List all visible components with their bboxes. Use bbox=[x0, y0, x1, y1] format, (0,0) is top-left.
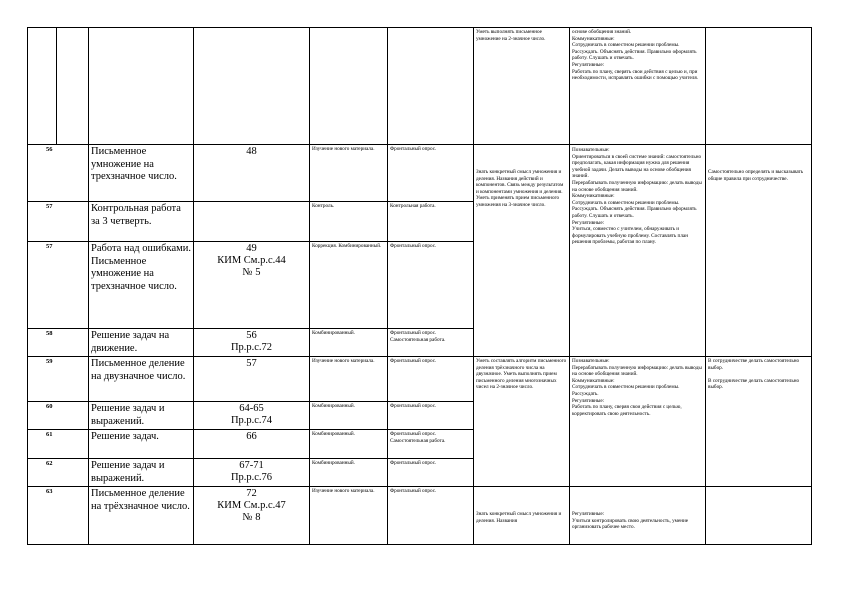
control-type: Фронтальный опрос. bbox=[388, 402, 474, 430]
lesson-number: 61 bbox=[28, 430, 89, 459]
control-type: Фронтальный опрос. bbox=[388, 145, 474, 202]
textbook-pages bbox=[194, 28, 310, 145]
lesson-number: 62 bbox=[28, 459, 89, 487]
lesson-topic: Контрольная работа за 3 четверть. bbox=[89, 202, 194, 242]
control-type: Фронтальный опрос. bbox=[388, 459, 474, 487]
lesson-type: Комбинированный. bbox=[310, 430, 388, 459]
skills-cell: Уметь выполнять письменное умножение на 2-значное число. bbox=[474, 28, 570, 145]
skills-cell: Уметь составлять алгоритм письменного деления трёхзначного числа на двузначное. Уметь выполнять прием письменного деления многозначных чисел на 2-значное число. bbox=[474, 357, 570, 487]
lesson-type bbox=[310, 28, 388, 145]
textbook-pages bbox=[194, 202, 310, 242]
control-type: Фронтальный опрос. Самостоятельная работа. bbox=[388, 329, 474, 357]
table-row bbox=[28, 145, 812, 202]
lesson-number: 56 bbox=[28, 145, 89, 202]
uud-cell: Познавательные: Ориентироваться в своей системе знаний: самостоятельно предполагать, какая информация нужна для решения учебной задачи. Делать выводы на основе обобщения знаний. Перерабатывать полученную информацию: делать выводы на основе обобщения знаний. Коммуникативные: Сотрудничать в совместном решении проблемы. Рассуждать. Объяснять действия. Правильно оформлять работу. Слушать и отвечать. Регулятивные: Учиться, совместно с учителем, обнаруживать и формулировать учебную проблему. Составлять план решения проблемы, работая по плану. bbox=[570, 145, 706, 357]
lesson-topic: Решение задач и выражений. bbox=[89, 402, 194, 430]
skills-cell: Знать конкретный смысл умножения и деления. Названия действий и компонентов. Связь между результатом и компонентами умножения и деления. Уметь применять прием письменного умножения на 3-значное число. bbox=[474, 145, 570, 357]
control-type: Фронтальный опрос. bbox=[388, 487, 474, 545]
lesson-type: Коррекция. Комбинированный. bbox=[310, 242, 388, 329]
lesson-topic: Решение задач на движение. bbox=[89, 329, 194, 357]
lesson-topic bbox=[89, 28, 194, 145]
textbook-pages: 64-65 Пр.р.с.74 bbox=[194, 402, 310, 430]
lesson-number: 63 bbox=[28, 487, 89, 545]
textbook-pages: 56 Пр.р.с.72 bbox=[194, 329, 310, 357]
lesson-type: Контроль. bbox=[310, 202, 388, 242]
lesson-type: Изучение нового материала. bbox=[310, 145, 388, 202]
lesson-topic: Письменное умножение на трехзначное число. bbox=[89, 145, 194, 202]
textbook-pages: 57 bbox=[194, 357, 310, 402]
lesson-type: Комбинированный. bbox=[310, 402, 388, 430]
control-type: Фронтальный опрос. bbox=[388, 242, 474, 329]
lesson-topic: Письменное деление на двузначное число. bbox=[89, 357, 194, 402]
personal-results-cell: Самостоятельно определять и высказывать общие правила при сотрудничестве. bbox=[706, 145, 812, 357]
table-row bbox=[28, 487, 812, 545]
lesson-number bbox=[57, 28, 89, 145]
textbook-pages: 67-71 Пр.р.с.76 bbox=[194, 459, 310, 487]
lesson-topic: Решение задач. bbox=[89, 430, 194, 459]
lesson-type: Изучение нового материала. bbox=[310, 487, 388, 545]
textbook-pages: 66 bbox=[194, 430, 310, 459]
lesson-number: 58 bbox=[28, 329, 89, 357]
lesson-type: Комбинированный. bbox=[310, 329, 388, 357]
lesson-plan-table bbox=[27, 27, 812, 545]
uud-cell: Познавательные: Перерабатывать полученную информацию: делать выводы на основе обобщения знаний. Коммуникативные: Сотрудничать в совместном решении проблемы. Рассуждать. Регулятивные: Работать по плану, сверяя свои действия с целью, корректировать свою деятельность. bbox=[570, 357, 706, 487]
textbook-pages: 48 bbox=[194, 145, 310, 202]
lesson-topic: Решение задач и выражений. bbox=[89, 459, 194, 487]
control-type: Фронтальный опрос. bbox=[388, 357, 474, 402]
skills-cell: Знать конкретный смысл умножения и деления. Названия bbox=[474, 487, 570, 545]
uud-cell: основе обобщения знаний. Коммуникативные: Сотрудничать в совместном решении проблемы. Рассуждать. Объяснять действия. Правильно оформлять работу. Слушать и отвечать. Регулятивные: Работать по плану, сверять свои действия с целью и, при необходимости, исправлять ошибки с помощью учителя. bbox=[570, 28, 706, 145]
table-row bbox=[28, 357, 812, 402]
uud-cell: Регулятивные: Учиться контролировать свою деятельность, умение организовать рабочее место. bbox=[570, 487, 706, 545]
control-type: Фронтальный опрос. Самостоятельная работа. bbox=[388, 430, 474, 459]
lesson-topic: Письменное деление на трёхзначное число. bbox=[89, 487, 194, 545]
table-row bbox=[28, 28, 812, 145]
control-type bbox=[388, 28, 474, 145]
lesson-number: 59 bbox=[28, 357, 89, 402]
lesson-topic: Работа над ошибками. Письменное умножение на трехзначное число. bbox=[89, 242, 194, 329]
lesson-type: Изучение нового материала. bbox=[310, 357, 388, 402]
lesson-number: 57 bbox=[28, 242, 89, 329]
personal-results-cell: В сотрудничестве делать самостоятельно выбор. В сотрудничестве делать самостоятельно выбор. bbox=[706, 357, 812, 487]
lesson-number: 57 bbox=[28, 202, 89, 242]
control-type: Контрольная работа. bbox=[388, 202, 474, 242]
textbook-pages: 49 КИМ См.р.с.44 № 5 bbox=[194, 242, 310, 329]
lesson-type: Комбинированный. bbox=[310, 459, 388, 487]
textbook-pages: 72 КИМ См.р.с.47 № 8 bbox=[194, 487, 310, 545]
lesson-number: 60 bbox=[28, 402, 89, 430]
